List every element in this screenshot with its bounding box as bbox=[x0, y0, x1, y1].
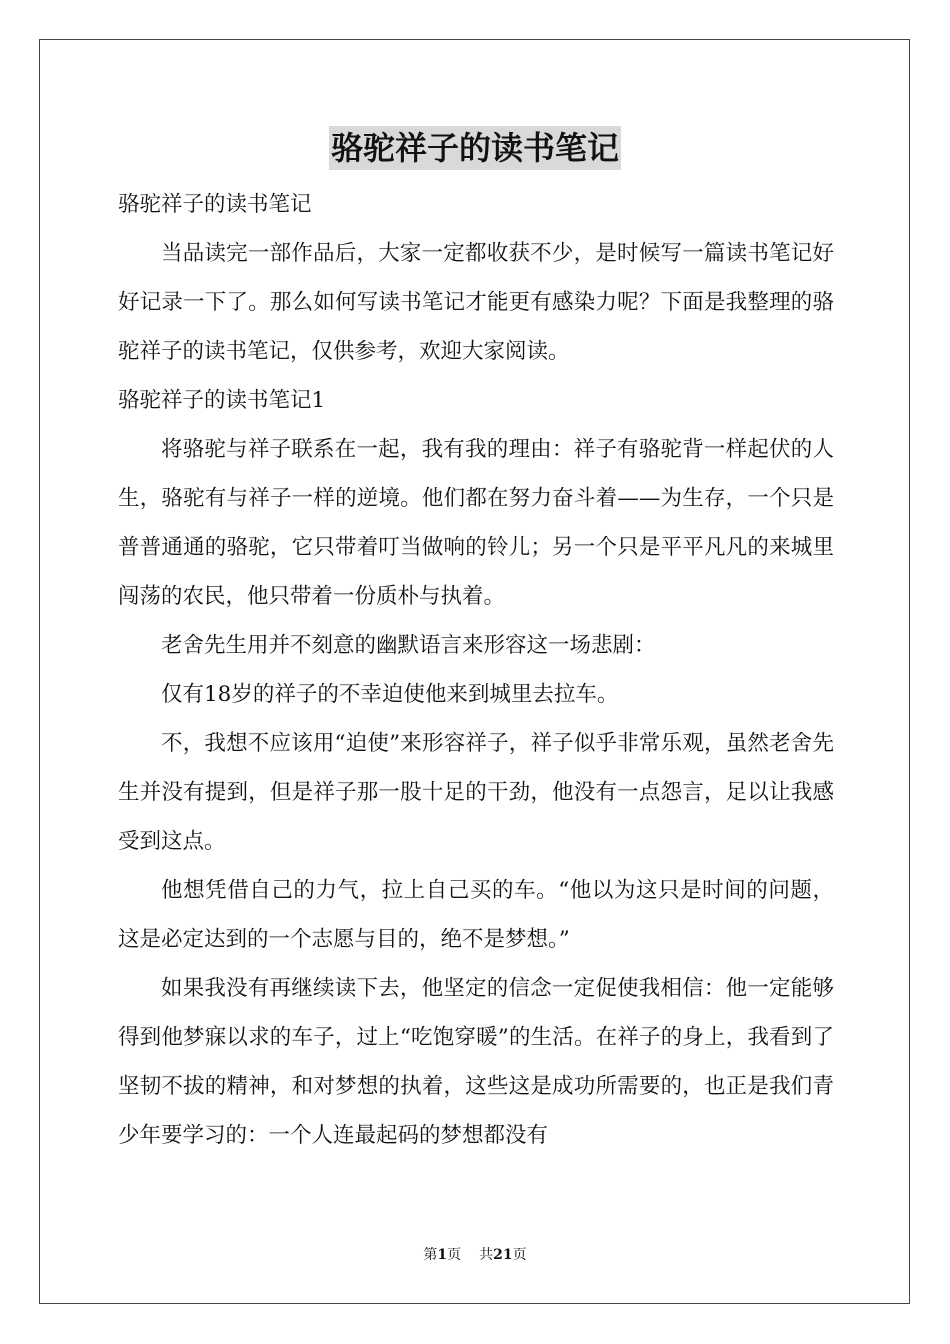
total-suffix: 页 bbox=[512, 1247, 527, 1263]
body-paragraph: 不，我想不应该用“迫使”来形容祥子，祥子似乎非常乐观，虽然老舍先生并没有提到，但是祥子那一股十足的干劲，他没有一点怨言，足以让我感受到这点。 bbox=[118, 731, 834, 854]
title-container bbox=[0, 126, 950, 170]
total-pages: 21 bbox=[493, 1247, 513, 1263]
body-paragraph: 将骆驼与祥子联系在一起，我有我的理由：祥子有骆驼背一样起伏的人生，骆驼有与祥子一样的逆境。他们都在努力奋斗着——为生存，一个只是普普通通的骆驼，它只带着叮当做响的铃儿；另一个只是平平凡凡的来城里闯荡的农民，他只带着一份质朴与执着。 bbox=[118, 437, 834, 609]
total-prefix: 共 bbox=[479, 1247, 494, 1263]
page-number: 1 bbox=[437, 1247, 448, 1263]
intro-paragraph: 当品读完一部作品后，大家一定都收获不少，是时候写一篇读书笔记好好记录一下了。那么如何写读书笔记才能更有感染力呢？下面是我整理的骆驼祥子的读书笔记，仅供参考，欢迎大家阅读。 bbox=[118, 241, 834, 364]
body-paragraph: 仅有18岁的祥子的不幸迫使他来到城里去拉车。 bbox=[161, 682, 619, 707]
page-footer bbox=[0, 1245, 950, 1265]
body-paragraph: 他想凭借自己的力气，拉上自己买的车。“他以为这只是时间的问题，这是必定达到的一个志愿与目的，绝不是梦想。” bbox=[118, 878, 834, 952]
section-heading: 骆驼祥子的读书笔记1 bbox=[118, 388, 326, 413]
document-title: 骆驼祥子的读书笔记 bbox=[329, 126, 621, 170]
page-prefix: 第 bbox=[423, 1247, 438, 1263]
document-body bbox=[118, 180, 834, 1160]
subtitle-paragraph: 骆驼祥子的读书笔记 bbox=[118, 192, 312, 217]
body-paragraph: 老舍先生用并不刻意的幽默语言来形容这一场悲剧： bbox=[161, 633, 656, 658]
page-suffix: 页 bbox=[447, 1247, 462, 1263]
body-paragraph: 如果我没有再继续读下去，他坚定的信念一定促使我相信：他一定能够得到他梦寐以求的车子，过上“吃饱穿暖”的生活。在祥子的身上，我看到了坚韧不拔的精神，和对梦想的执着，这些这是成功所需要的，也正是我们青少年要学习的：一个人连最起码的梦想都没有 bbox=[118, 976, 834, 1148]
